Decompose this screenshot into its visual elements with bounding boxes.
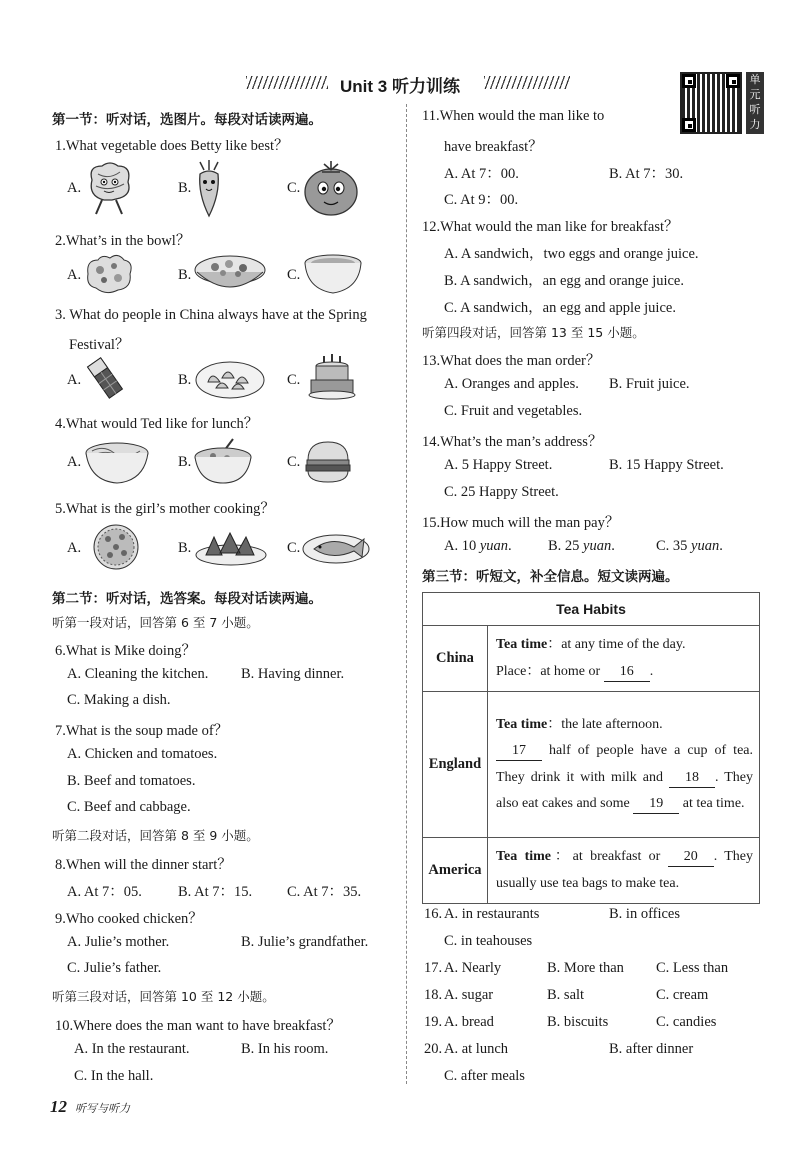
- porridge-icon[interactable]: [193, 437, 253, 487]
- england-description: Tea time：the late afternoon. 17 half of people have a cup of tea. They drink it with milk and 18 . They also eat cakes and some 19 at tea time.: [488, 692, 760, 838]
- option-12b[interactable]: B. A sandwich，an egg and orange juice.: [444, 273, 684, 289]
- option-14b[interactable]: B. 15 Happy Street.: [609, 457, 724, 473]
- dialogue1-instruction: 听第一段对话，回答第 6 至 7 小题。: [52, 615, 259, 630]
- question-17-number: 17.: [424, 960, 443, 976]
- option-8a[interactable]: A. At 7：05.: [67, 884, 142, 900]
- option-15c[interactable]: C. 35 yuan.: [656, 538, 723, 554]
- table-title: Tea Habits: [423, 593, 760, 626]
- tea-habits-table: [422, 592, 760, 904]
- option-12a[interactable]: A. A sandwich，two eggs and orange juice.: [444, 246, 699, 262]
- section1-heading: 第一节：听对话，选图片。每段对话读两遍。: [52, 112, 322, 128]
- page-title: Unit 3 听力训练: [340, 77, 460, 96]
- option-13b[interactable]: B. Fruit juice.: [609, 376, 690, 392]
- option-6c[interactable]: C. Making a dish.: [67, 692, 171, 708]
- zongzi-icon[interactable]: [194, 527, 268, 569]
- country-america: America: [423, 838, 488, 904]
- question-4: 4.What would Ted like for lunch？: [55, 416, 259, 432]
- option-a-label[interactable]: A.: [67, 180, 82, 196]
- dialogue3-instruction: 听第三段对话，回答第 10 至 12 小题。: [52, 989, 275, 1004]
- option-8b[interactable]: B. At 7：15.: [178, 884, 253, 900]
- question-7: 7.What is the soup made of？: [55, 723, 229, 739]
- option-a-label[interactable]: A.: [67, 540, 82, 556]
- pizza-icon[interactable]: [92, 523, 140, 571]
- option-a-label[interactable]: A.: [67, 267, 82, 283]
- america-description: Tea time：at breakfast or 20 . They usually use tea bags to make tea.: [488, 838, 760, 904]
- option-16c[interactable]: C. in teahouses: [444, 933, 533, 949]
- option-20c[interactable]: C. after meals: [444, 1068, 525, 1084]
- option-9b[interactable]: B. Julie’s grandfather.: [241, 934, 369, 950]
- dumplings-icon[interactable]: [194, 358, 266, 400]
- cake-icon[interactable]: [308, 354, 356, 400]
- option-c-label[interactable]: C.: [287, 454, 301, 470]
- option-7b[interactable]: B. Beef and tomatoes.: [67, 773, 196, 789]
- question-11-line2: have breakfast？: [444, 139, 543, 155]
- qr-label: 单元听力: [746, 72, 764, 134]
- option-19b[interactable]: B. biscuits: [547, 1014, 609, 1030]
- option-b-label[interactable]: B.: [178, 454, 192, 470]
- question-13: 13.What does the man order？: [422, 353, 601, 369]
- option-a-label[interactable]: A.: [67, 454, 82, 470]
- option-10c[interactable]: C. In the hall.: [74, 1068, 154, 1084]
- option-20a[interactable]: A. at lunch: [444, 1041, 509, 1057]
- noodles-icon[interactable]: [84, 437, 150, 487]
- option-12c[interactable]: C. A sandwich，an egg and apple juice.: [444, 300, 676, 316]
- question-11-line1: 11.When would the man like to: [422, 108, 605, 124]
- option-11b[interactable]: B. At 7：30.: [609, 166, 684, 182]
- option-8c[interactable]: C. At 7：35.: [287, 884, 362, 900]
- option-17b[interactable]: B. More than: [547, 960, 624, 976]
- blank-17[interactable]: 17: [496, 742, 542, 761]
- blank-20[interactable]: 20: [668, 848, 714, 867]
- option-13a[interactable]: A. Oranges and apples.: [444, 376, 579, 392]
- dialogue2-instruction: 听第二段对话，回答第 8 至 9 小题。: [52, 828, 259, 843]
- option-14a[interactable]: A. 5 Happy Street.: [444, 457, 553, 473]
- option-c-label[interactable]: C.: [287, 267, 301, 283]
- chocolate-icon[interactable]: [85, 357, 125, 399]
- salad-icon[interactable]: [84, 252, 134, 294]
- lettuce-icon[interactable]: [82, 160, 136, 216]
- option-c-label[interactable]: C.: [287, 372, 301, 388]
- option-c-label[interactable]: C.: [287, 540, 301, 556]
- blank-19[interactable]: 19: [633, 795, 679, 814]
- option-18b[interactable]: B. salt: [547, 987, 585, 1003]
- option-10a[interactable]: A. In the restaurant.: [74, 1041, 190, 1057]
- fish-icon[interactable]: [302, 527, 370, 567]
- option-19c[interactable]: C. candies: [656, 1014, 717, 1030]
- option-20b[interactable]: B. after dinner: [609, 1041, 694, 1057]
- option-a-label[interactable]: A.: [67, 372, 82, 388]
- question-16-number: 16.: [424, 906, 443, 922]
- option-7c[interactable]: C. Beef and cabbage.: [67, 799, 191, 815]
- option-16b[interactable]: B. in offices: [609, 906, 681, 922]
- option-18a[interactable]: A. sugar: [444, 987, 494, 1003]
- option-7a[interactable]: A. Chicken and tomatoes.: [67, 746, 218, 762]
- option-13c[interactable]: C. Fruit and vegetables.: [444, 403, 583, 419]
- book-title: 听写与听力: [75, 1102, 130, 1115]
- option-15a[interactable]: A. 10 yuan.: [444, 538, 512, 554]
- hamburger-icon[interactable]: [304, 440, 352, 484]
- china-description: Tea time：at any time of the day. Place：at home or 16 .: [488, 626, 760, 692]
- option-15b[interactable]: B. 25 yuan.: [548, 538, 615, 554]
- option-9c[interactable]: C. Julie’s father.: [67, 960, 162, 976]
- column-divider: [406, 104, 407, 1084]
- section3-heading: 第三节：听短文，补全信息。短文读两遍。: [422, 569, 679, 585]
- option-17c[interactable]: C. Less than: [656, 960, 729, 976]
- option-18c[interactable]: C. cream: [656, 987, 709, 1003]
- option-9a[interactable]: A. Julie’s mother.: [67, 934, 170, 950]
- blank-18[interactable]: 18: [669, 769, 715, 788]
- carrot-icon[interactable]: [194, 160, 224, 218]
- option-b-label[interactable]: B.: [178, 267, 192, 283]
- salad-bowl-icon[interactable]: [193, 250, 267, 294]
- tomato-icon[interactable]: [302, 158, 360, 218]
- qr-code-icon[interactable]: [680, 72, 742, 134]
- question-14: 14.What’s the man’s address？: [422, 434, 603, 450]
- question-2: 2.What’s in the bowl？: [55, 233, 191, 249]
- option-11c[interactable]: C. At 9：00.: [444, 192, 519, 208]
- option-11a[interactable]: A. At 7：00.: [444, 166, 519, 182]
- option-6b[interactable]: B. Having dinner.: [241, 666, 345, 682]
- option-16a[interactable]: A. in restaurants: [444, 906, 540, 922]
- question-18-number: 18.: [424, 987, 443, 1003]
- soup-bowl-icon[interactable]: [303, 251, 363, 295]
- question-15: 15.How much will the man pay？: [422, 515, 620, 531]
- question-3-line2: Festival？: [69, 337, 130, 353]
- question-12: 12.What would the man like for breakfast？: [422, 219, 679, 235]
- blank-16[interactable]: 16: [604, 663, 650, 682]
- option-b-label[interactable]: B.: [178, 180, 192, 196]
- country-china: China: [423, 626, 488, 692]
- option-b-label[interactable]: B.: [178, 372, 192, 388]
- dialogue4-instruction: 听第四段对话，回答第 13 至 15 小题。: [422, 325, 645, 340]
- option-17a[interactable]: A. Nearly: [444, 960, 502, 976]
- question-1: 1.What vegetable does Betty like best？: [55, 138, 289, 154]
- country-england: England: [423, 692, 488, 838]
- question-20-number: 20.: [424, 1041, 443, 1057]
- option-b-label[interactable]: B.: [178, 540, 192, 556]
- option-10b[interactable]: B. In his room.: [241, 1041, 329, 1057]
- option-14c[interactable]: C. 25 Happy Street.: [444, 484, 559, 500]
- option-19a[interactable]: A. bread: [444, 1014, 494, 1030]
- section2-heading: 第二节：听对话，选答案。每段对话读两遍。: [52, 591, 322, 607]
- question-6: 6.What is Mike doing？: [55, 643, 196, 659]
- title-decoration-right: [484, 76, 570, 89]
- question-5: 5.What is the girl’s mother cooking？: [55, 501, 275, 517]
- option-6a[interactable]: A. Cleaning the kitchen.: [67, 666, 209, 682]
- question-8: 8.When will the dinner start？: [55, 857, 232, 873]
- question-9: 9.Who cooked chicken？: [55, 911, 203, 927]
- question-19-number: 19.: [424, 1014, 443, 1030]
- question-3-line1: 3. What do people in China always have at the Spring: [55, 307, 367, 323]
- option-c-label[interactable]: C.: [287, 180, 301, 196]
- question-10: 10.Where does the man want to have breakfast？: [55, 1018, 341, 1034]
- page-number: 12: [50, 1097, 67, 1116]
